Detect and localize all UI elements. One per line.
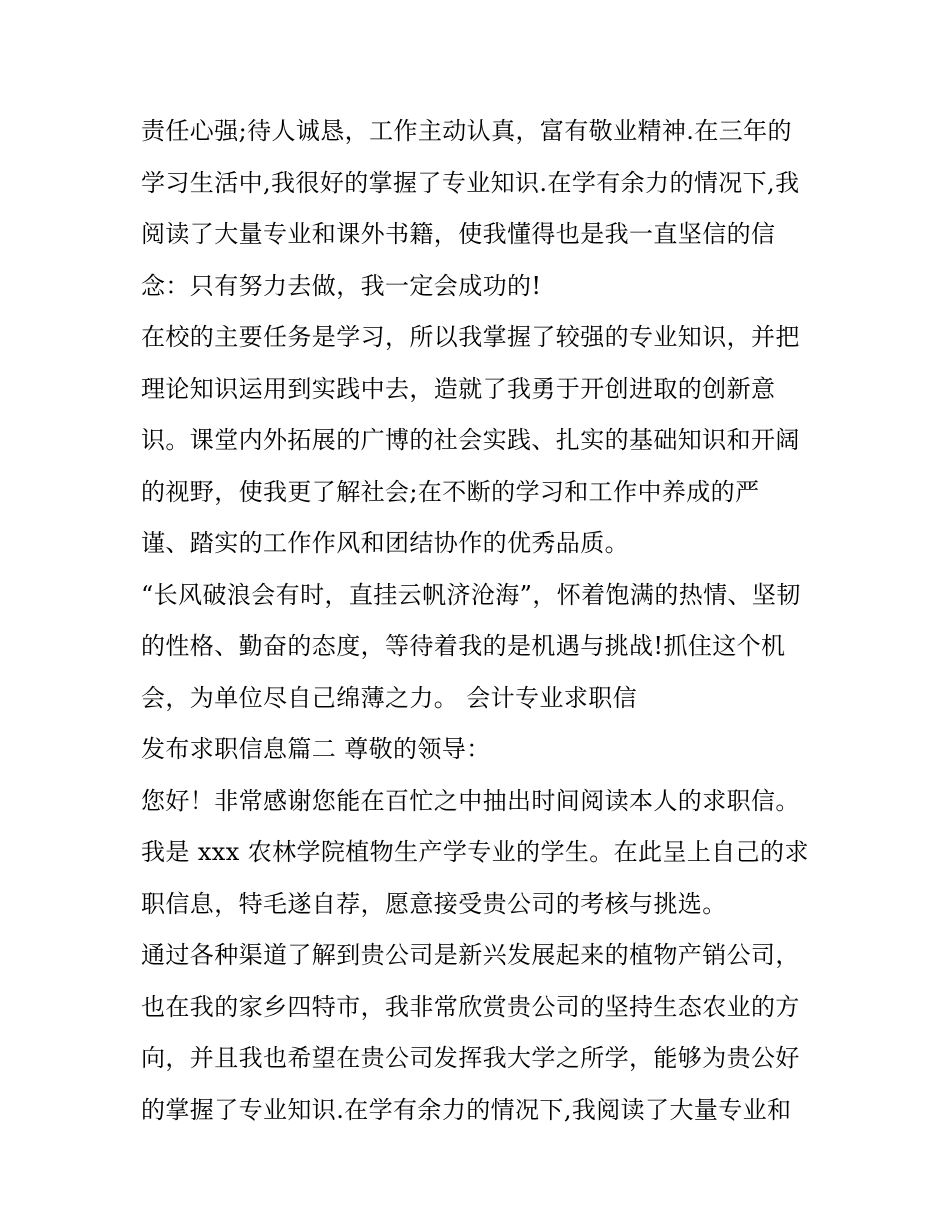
text-line: 理论知识运用到实践中去，造就了我勇于开创进取的创新意 bbox=[141, 374, 776, 403]
text-line: 通过各种渠道了解到贵公司是新兴发展起来的植物产销公司， bbox=[141, 941, 800, 969]
text-line: 在校的主要任务是学习，所以我掌握了较强的专业知识，并把 bbox=[141, 323, 800, 351]
text-line: 的视野，使我更了解社会;在不断的学习和工作中养成的严 bbox=[141, 477, 760, 506]
text-line: 的性格、勤奋的态度，等待着我的是机遇与挑战!抓住这个机 bbox=[141, 632, 786, 660]
text-line: 我是 xxx 农林学院植物生产学专业的学生。在此呈上自己的求 bbox=[141, 838, 809, 866]
text-line: 的掌握了专业知识.在学有余力的情况下,我阅读了大量专业和 bbox=[141, 1095, 792, 1124]
text-line: 念：只有努力去做，我一定会成功的! bbox=[141, 271, 542, 300]
text-line: 发布求职信息篇二 尊敬的领导： bbox=[141, 735, 491, 763]
text-line: 职信息，特毛遂自荐，愿意接受贵公司的考核与挑选。 bbox=[141, 889, 727, 918]
text-line: 责任心强;待人诚恳，工作主动认真，富有敬业精神.在三年的 bbox=[141, 117, 792, 145]
text-line: 学习生活中,我很好的掌握了专业知识.在学有余力的情况下,我 bbox=[141, 168, 800, 197]
text-line: 谨、踏实的工作作风和团结协作的优秀品质。 bbox=[141, 529, 629, 557]
text-line: 阅读了大量专业和课外书籍，使我懂得也是我一直坚信的信 bbox=[141, 220, 776, 248]
text-line: “长风破浪会有时，直挂云帆济沧海”，怀着饱满的热情、坚韧 bbox=[141, 580, 801, 609]
text-line: 也在我的家乡四特市，我非常欣赏贵公司的坚持生态农业的方 bbox=[141, 992, 800, 1021]
text-line: 识。课堂内外拓展的广博的社会实践、扎实的基础知识和开阔 bbox=[141, 426, 800, 454]
body-text bbox=[141, 106, 821, 1136]
text-line: 您好！非常感谢您能在百忙之中抽出时间阅读本人的求职信。 bbox=[141, 786, 800, 815]
text-line: 向，并且我也希望在贵公司发挥我大学之所学，能够为贵公好 bbox=[141, 1044, 800, 1072]
text-line: 会，为单位尽自己绵薄之力。 会计专业求职信 bbox=[141, 683, 638, 712]
